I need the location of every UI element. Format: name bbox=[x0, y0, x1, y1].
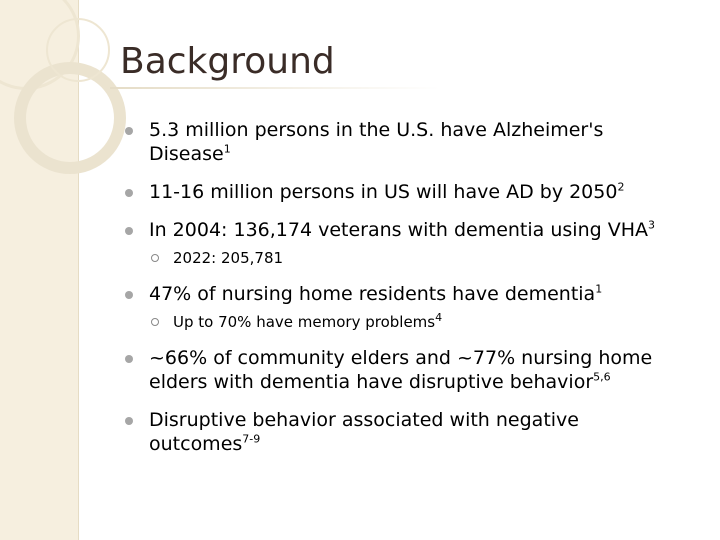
bullet-dot-icon bbox=[125, 227, 133, 235]
bullet-text: Disruptive behavior associated with negative outcomes bbox=[149, 409, 579, 455]
sub-bullet-ring-icon bbox=[151, 318, 159, 326]
sub-bullet-text: 2022: 205,781 bbox=[173, 249, 284, 267]
sub-bullet-item bbox=[125, 312, 685, 332]
bullet-dot-icon bbox=[125, 127, 133, 135]
bullet-dot-icon bbox=[125, 417, 133, 425]
sub-bullet-ring-icon bbox=[151, 254, 159, 262]
citation-superscript: 7-9 bbox=[242, 432, 261, 446]
title-underline bbox=[110, 87, 440, 89]
bullet-dot-icon bbox=[125, 189, 133, 197]
bullet-text: 5.3 million persons in the U.S. have Alzheimer's Disease bbox=[149, 119, 604, 165]
bullet-item bbox=[125, 346, 685, 394]
bullet-list bbox=[125, 118, 685, 470]
bullet-item bbox=[125, 218, 685, 242]
bullet-text: In 2004: 136,174 veterans with dementia using VHA bbox=[149, 219, 648, 241]
bullet-text: 11-16 million persons in US will have AD by 2050 bbox=[149, 181, 618, 203]
citation-superscript: 3 bbox=[648, 218, 655, 232]
bullet-dot-icon bbox=[125, 355, 133, 363]
title-area bbox=[110, 40, 670, 89]
citation-superscript: 2 bbox=[617, 180, 625, 194]
citation-superscript: 1 bbox=[595, 282, 603, 296]
bullet-item bbox=[125, 118, 685, 166]
decorative-circle bbox=[46, 18, 110, 82]
bullet-item bbox=[125, 408, 685, 456]
citation-superscript: 1 bbox=[223, 142, 231, 156]
slide-title: Background bbox=[120, 41, 335, 82]
bullet-text: 47% of nursing home residents have dementia bbox=[149, 283, 596, 305]
bullet-item bbox=[125, 282, 685, 306]
citation-superscript: 4 bbox=[435, 311, 443, 324]
citation-superscript: 5,6 bbox=[593, 370, 611, 384]
sub-bullet-item bbox=[125, 248, 685, 268]
bullet-dot-icon bbox=[125, 291, 133, 299]
bullet-item bbox=[125, 180, 685, 204]
sub-bullet-text: Up to 70% have memory problems bbox=[173, 313, 436, 331]
bullet-text: ~66% of community elders and ~77% nursing home elders with dementia have disruptive behavior bbox=[149, 347, 653, 393]
